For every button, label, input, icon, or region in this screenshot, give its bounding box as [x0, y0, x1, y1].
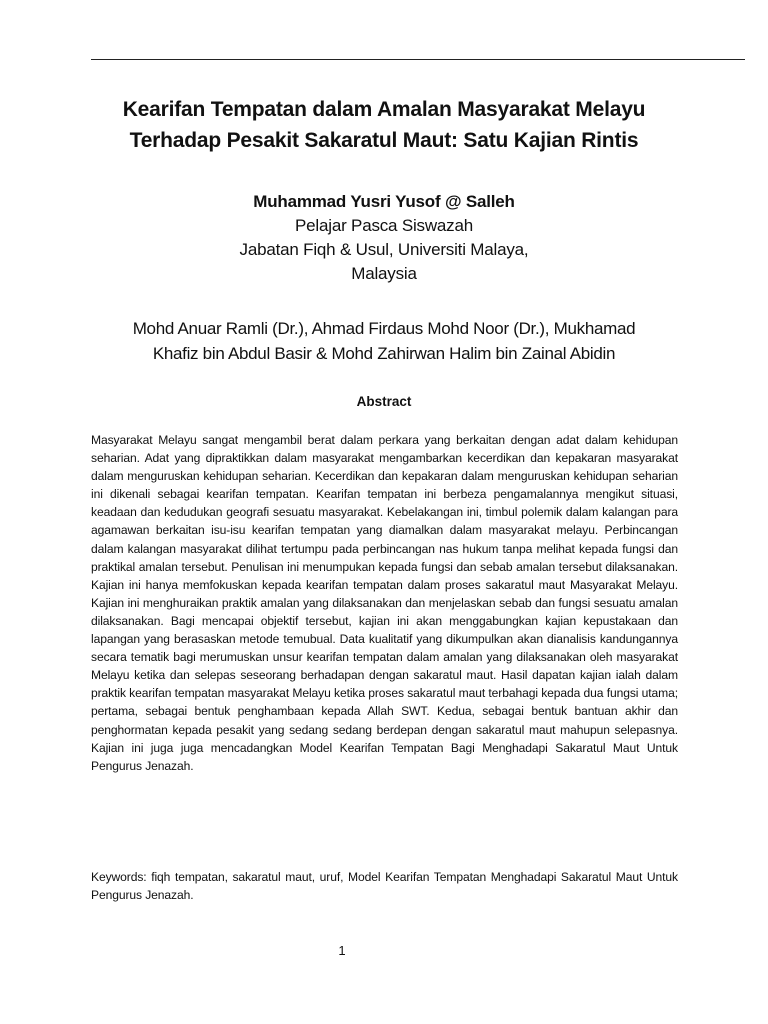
author-name: Muhammad Yusri Yusof @ Salleh: [253, 192, 515, 211]
author-position: Pelajar Pasca Siswazah: [295, 216, 473, 235]
abstract-body: Masyarakat Melayu sangat mengambil berat dalam perkara yang berkaitan dengan adat dalam kehidupan seharian. Adat yang dipraktikkan dalam masyarakat mengambarkan kecerdikan dan kepakaran masyarakat dalam menguruskan kehidupan seharian. Kecerdikan dan kepakaran dalam menguruskan kehidupan seharian ini dikenali sebagai kearifan tempatan. Kearifan tempatan ini berbeza pengamalannya mengikut situasi, keadaan dan kedudukan geografi sesuatu masyarakat. Kebelakangan ini, timbul polemik dalam kalangan para agamawan berkaitan isu-isu kearifan tempatan yang diamalkan dalam masyarakat melayu. Perbincangan dalam kalangan masyarakat dilihat tertumpu pada perbincangan nas hukum tanpa melihat kepada fungsi dan praktikal amalan tersebut. Penulisan ini menumpukan kepada fungsi dan sebab amalan tersebut dilaksanakan. Kajian ini hanya memfokuskan kepada kearifan tempatan dalam proses sakaratul maut Masyarakat Melayu. Kajian ini menghuraikan praktik amalan yang dilaksanakan dan menjelaskan sebab dan fungsi sesuatu amalan dilaksanakan. Bagi mencapai objektif tersebut, kajian ini akan menggabungkan kajian kepustakaan dan lapangan yang berasaskan metode temubual. Data kualitatif yang dikumpulkan akan dianalisis kandungannya secara tematik bagi merumuskan unsur kearifan tempatan dalam amalan yang dilaksanakan oleh masyarakat Melayu ketika dan selepas seseorang berhadapan dengan sakaratul maut. Hasil dapatan kajian ialah dalam praktik kearifan tempatan masyarakat Melayu ketika proses sakaratul maut terbahagi kepada dua fungsi utama; pertama, sebagai bentuk penghambaan kepada Allah SWT. Kedua, sebagai bentuk bantuan akhir dan penghormatan kepada pesakit yang sedang sedang berdepan dengan sakaratul maut mahupun selepasnya. Kajian ini juga juga mencadangkan Model Kearifan Tempatan Bagi Menghadapi Sakaratul Maut Untuk Pengurus Jenazah.: [91, 433, 678, 773]
author-department: Jabatan Fiqh & Usul, Universiti Malaya,: [239, 240, 529, 259]
abstract-heading: Abstract: [356, 394, 412, 409]
page-number: 1: [338, 943, 346, 958]
author-country: Malaysia: [351, 264, 417, 283]
keywords-paragraph: Keywords: fiqh tempatan, sakaratul maut, uruf, Model Kearifan Tempatan Menghadapi Sakaratul Maut Untuk Pengurus Jenazah.: [91, 870, 678, 903]
coauthor-list: Mohd Anuar Ramli (Dr.), Ahmad Firdaus Mohd Noor (Dr.), Mukhamad Khafiz bin Abdul Basir & Mohd Zahirwan Halim bin Zainal Abidin: [132, 319, 636, 363]
header-rule: [91, 59, 745, 60]
author-block: [60, 190, 708, 286]
paper-title: Kearifan Tempatan dalam Amalan Masyarakat Melayu Terhadap Pesakit Sakaratul Maut: Satu Kajian Rintis: [122, 98, 646, 152]
